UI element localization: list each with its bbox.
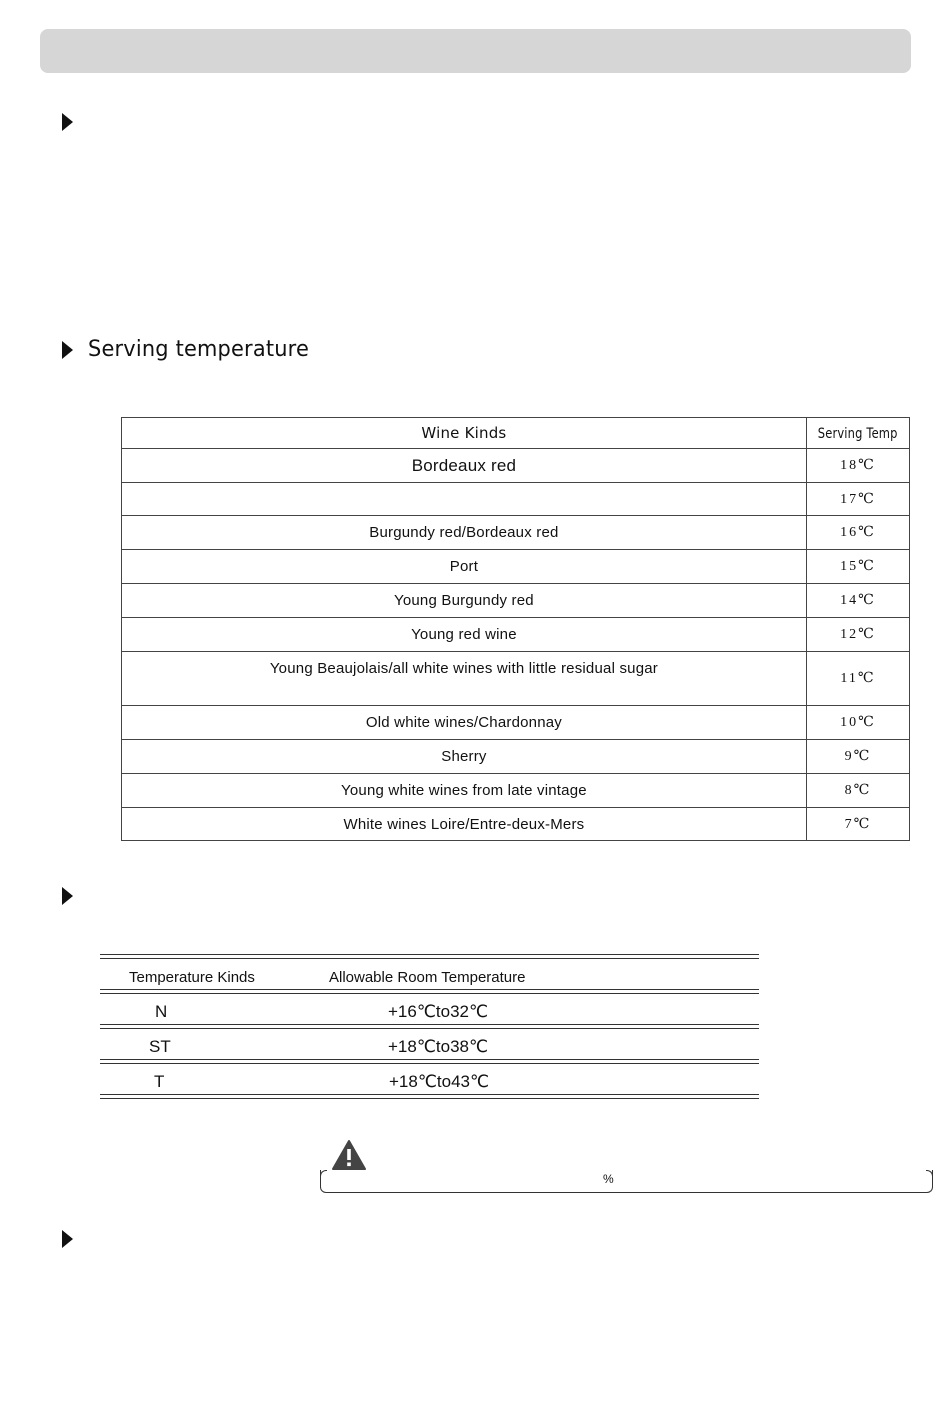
header-temperature-kinds: Temperature Kinds [129, 969, 255, 986]
wine-kind: White wines Loire/Entre-deux-Mers [122, 808, 807, 841]
header-wine-kinds: Wine Kinds [122, 418, 807, 449]
header-bar [40, 29, 911, 73]
serving-temp: 16℃ [806, 516, 909, 550]
table-row [122, 652, 910, 706]
wine-kind: Young red wine [122, 618, 807, 652]
table-row [122, 449, 910, 483]
serving-temp: 8℃ [806, 774, 909, 808]
climate-header-row [100, 959, 759, 989]
section-bullet-icon [62, 887, 73, 905]
section-bullet-icon [62, 113, 73, 131]
serving-temp: 17℃ [806, 483, 909, 516]
table-row [100, 1029, 759, 1059]
wine-kind: Port [122, 550, 807, 584]
warning-note-text: % [603, 1172, 614, 1186]
serving-temperature-table [121, 417, 910, 841]
table-row [122, 584, 910, 618]
serving-temp: 10℃ [806, 706, 909, 740]
wine-kind: Bordeaux red [122, 449, 807, 483]
table-row [122, 483, 910, 516]
climate-range: +18℃to38℃ [388, 1037, 489, 1056]
climate-kind: ST [149, 1037, 171, 1056]
table-row [100, 994, 759, 1024]
wine-kind: Young white wines from late vintage [122, 774, 807, 808]
table-row [122, 808, 910, 841]
section-bullet-icon [62, 341, 73, 359]
serving-temp: 11℃ [806, 652, 909, 706]
serving-temp: 15℃ [806, 550, 909, 584]
serving-temp: 12℃ [806, 618, 909, 652]
wine-kind: Old white wines/Chardonnay [122, 706, 807, 740]
serving-temp: 18℃ [806, 449, 909, 483]
climate-range: +18℃to43℃ [389, 1072, 490, 1091]
table-row [122, 550, 910, 584]
wine-kind: Sherry [122, 740, 807, 774]
table-header-row [122, 418, 910, 449]
header-allowable-room-temperature: Allowable Room Temperature [329, 969, 526, 986]
climate-kind: N [155, 1002, 168, 1021]
serving-temperature-title: Serving temperature [88, 337, 310, 362]
table-row [122, 706, 910, 740]
table-row [122, 516, 910, 550]
table-row [100, 1064, 759, 1094]
table-row [122, 618, 910, 652]
climate-kind: T [154, 1072, 165, 1091]
wine-kind: Young Burgundy red [122, 584, 807, 618]
warning-note-box [320, 1170, 933, 1193]
wine-kind [122, 483, 807, 516]
serving-temp: 7℃ [806, 808, 909, 841]
wine-kind: Young Beaujolais/all white wines with little residual sugar [122, 652, 807, 706]
serving-temp: 14℃ [806, 584, 909, 618]
header-serving-temp: Serving Temp [818, 425, 898, 442]
wine-kind: Burgundy red/Bordeaux red [122, 516, 807, 550]
table-row [122, 774, 910, 808]
section-bullet-icon [62, 1230, 73, 1248]
table-row [122, 740, 910, 774]
climate-range: +16℃to32℃ [388, 1002, 489, 1021]
serving-temp: 9℃ [806, 740, 909, 774]
climate-class-table [100, 954, 759, 1099]
